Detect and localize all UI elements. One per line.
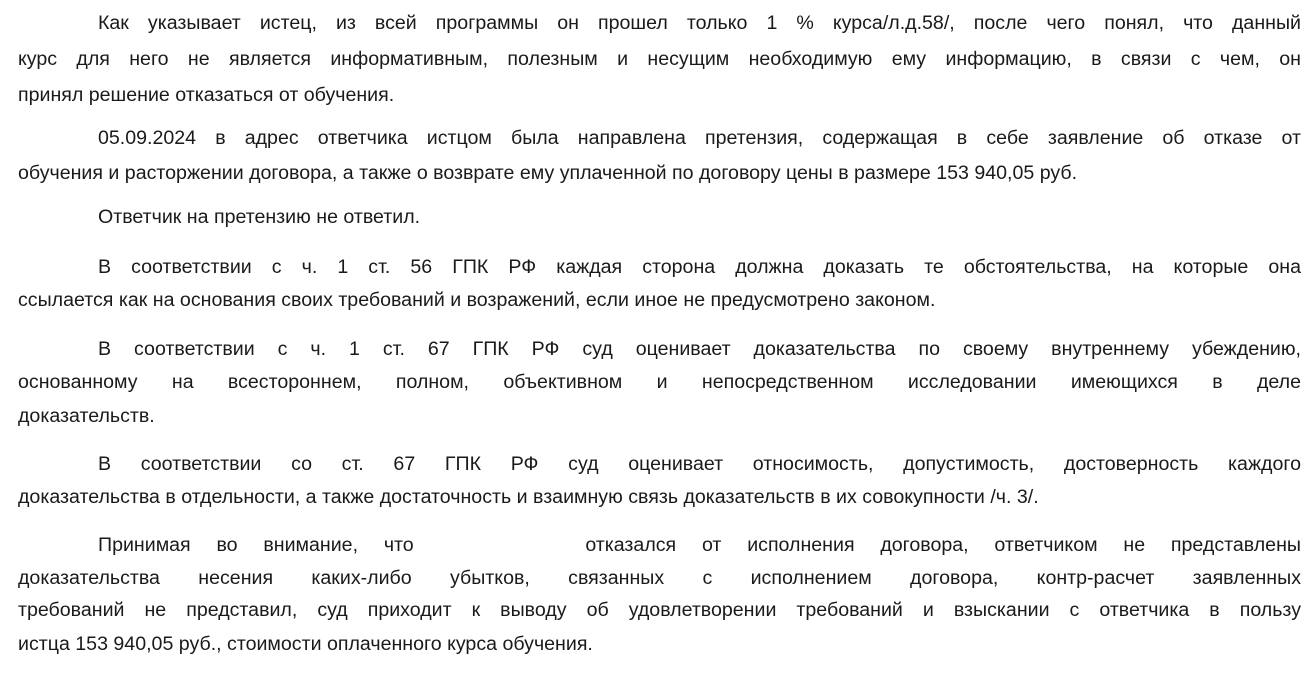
paragraph-1-line-3: принял решение отказаться от обучения. <box>18 84 395 106</box>
paragraph-4-line-1: В соответствии с ч. 1 ст. 56 ГПК РФ каждая сторона должна доказать те обстоятельства, на которые она <box>98 256 1301 278</box>
paragraph-7-line-1-part-1: Принимая во внимание, что <box>98 534 414 556</box>
paragraph-6-line-2: доказательства в отдельности, а также достаточность и взаимную связь доказательств в их совокупности /ч. 3/. <box>18 486 1039 508</box>
paragraph-5-line-2: основанному на всестороннем, полном, объективном и непосредственном исследовании имеющихся в деле <box>18 371 1301 393</box>
paragraph-4-line-2: ссылается как на основания своих требований и возражений, если иное не предусмотрено законом. <box>18 289 936 311</box>
paragraph-5-line-1: В соответствии с ч. 1 ст. 67 ГПК РФ суд оценивает доказательства по своему внутреннему убеждению, <box>98 338 1301 360</box>
paragraph-2-line-2: обучения и расторжении договора, а также о возврате ему уплаченной по договору цены в размере 153 940,05 руб. <box>18 162 1078 184</box>
paragraph-2-line-1: 05.09.2024 в адрес ответчика истцом была направлена претензия, содержащая в себе заявление об отказе от <box>98 127 1301 149</box>
paragraph-5-line-3: доказательств. <box>18 405 155 427</box>
paragraph-1-line-1: Как указывает истец, из всей программы он прошел только 1 % курса/л.д.58/, после чего понял, что данный <box>98 12 1301 34</box>
paragraph-7-line-1-part-2: отказался от исполнения договора, ответчиком не представлены <box>585 534 1301 556</box>
paragraph-7-line-3: требований не представил, суд приходит к выводу об удовлетворении требований и взыскании с ответчика в пользу <box>18 599 1301 621</box>
paragraph-6-line-1: В соответствии со ст. 67 ГПК РФ суд оценивает относимость, допустимость, достоверность каждого <box>98 453 1301 475</box>
paragraph-1-line-2: курс для него не является информативным, полезным и несущим необходимую ему информацию, в связи с чем, он <box>18 48 1301 70</box>
paragraph-7-line-4: истца 153 940,05 руб., стоимости оплаченного курса обучения. <box>18 633 593 655</box>
paragraph-7-line-2: доказательства несения каких-либо убытков, связанных с исполнением договора, контр-расчет заявленных <box>18 567 1301 589</box>
paragraph-7-line-1 <box>98 533 1301 557</box>
paragraph-3-line-1: Ответчик на претензию не ответил. <box>98 206 421 228</box>
